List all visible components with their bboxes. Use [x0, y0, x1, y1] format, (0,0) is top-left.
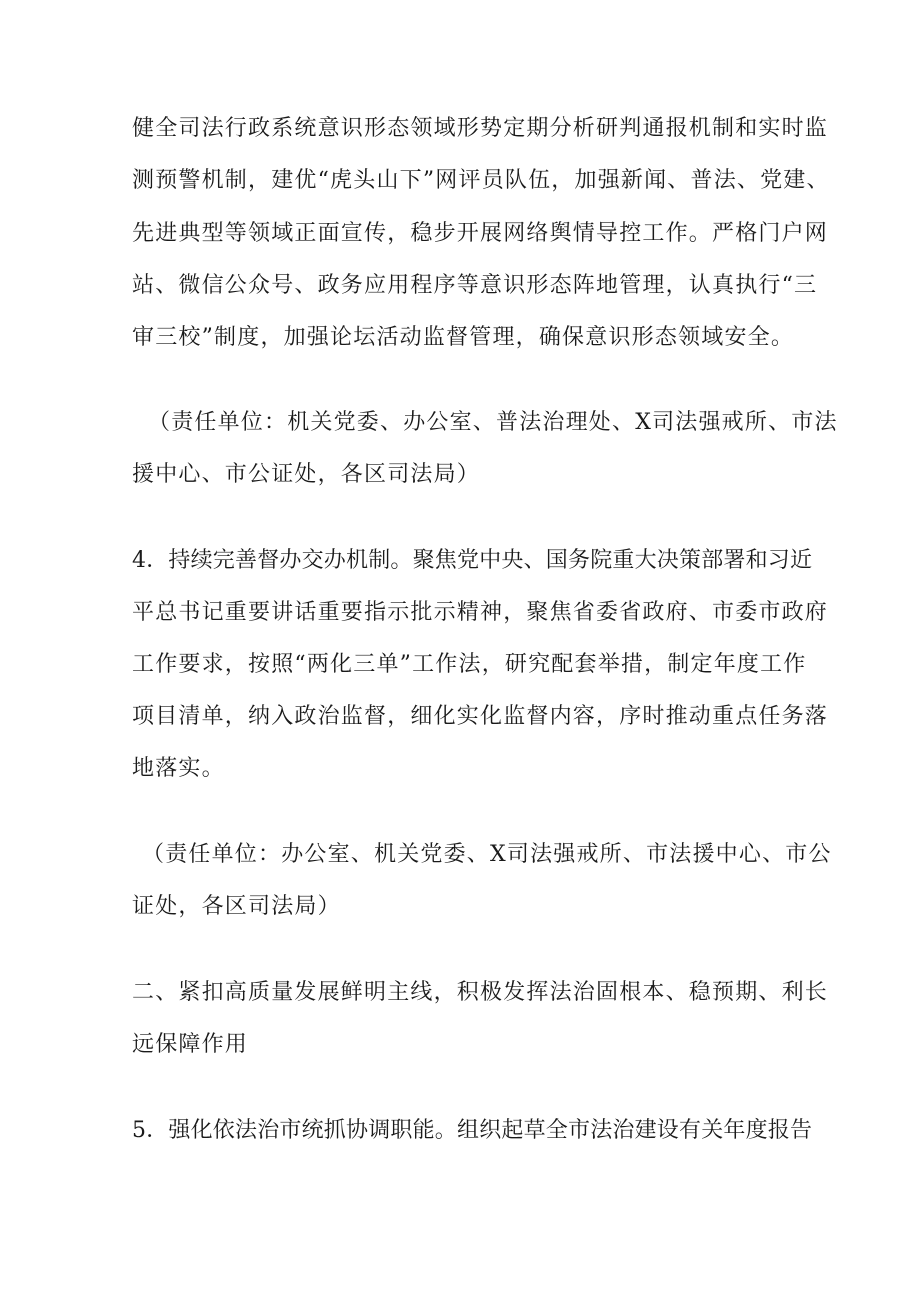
text-line: 项目清单，纳入政治监督，细化实化监督内容，序时推动重点任务落	[132, 704, 829, 729]
text-line: 健全司法行政系统意识形态领域形势定期分析研判通报机制和实时监	[132, 116, 829, 141]
text-line: 工作要求，按照“两化三单”工作法，研究配套举措，制定年度工作	[132, 652, 807, 677]
text-line: 先进典型等领域正面宣传，稳步开展网络舆情导控工作。严格门户网	[132, 221, 829, 246]
text-line: 援中心、市公证处，各区司法局）	[132, 462, 481, 487]
text-line: 平总书记重要讲话重要指示批示精神，聚焦省委省政府、市委市政府	[132, 600, 829, 625]
text-line: 远保障作用	[132, 1032, 249, 1057]
text-line: 证处，各区司法局）	[132, 894, 341, 919]
text-line: （责任单位：机关党委、办公室、普法治理处、X司法强戒所、市法	[148, 410, 838, 435]
text-line: 测预警机制，建优“虎头山下”网评员队伍，加强新闻、普法、党建、	[132, 168, 830, 193]
text-line: 地落实。	[132, 756, 225, 781]
text-line: （责任单位：办公室、机关党委、X司法强戒所、市法援中心、市公	[142, 842, 832, 867]
text-line: 站、微信公众号、政务应用程序等意识形态阵地管理，认真执行“三	[132, 273, 818, 298]
text-line: 5．强化依法治市统抓协调职能。组织起草全市法治建设有关年度报告	[132, 1118, 813, 1143]
text-line: 二、紧扣高质量发展鲜明主线，积极发挥法治固根本、稳预期、利长	[132, 980, 829, 1005]
text-line: 审三校”制度，加强论坛活动监督管理，确保意识形态领域安全。	[132, 325, 795, 350]
text-line: 4．持续完善督办交办机制。聚焦党中央、国务院重大决策部署和习近	[132, 548, 813, 573]
